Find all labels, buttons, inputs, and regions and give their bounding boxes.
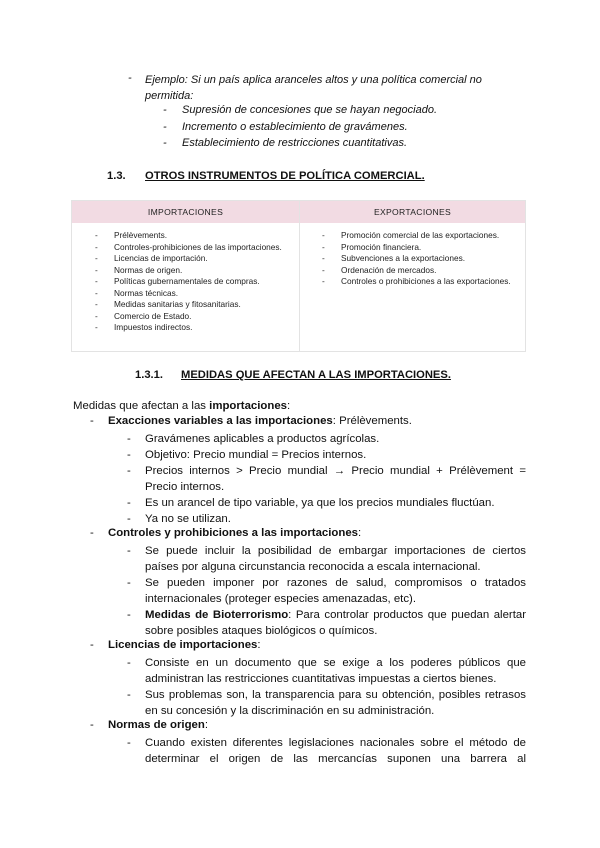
sub-item-text: : Para controlar productos que puedan alertar sobre posibles ataques biológicos o químicos. bbox=[145, 609, 526, 638]
intro-colon: : bbox=[287, 400, 291, 412]
imports-header: IMPORTACIONES bbox=[72, 201, 299, 223]
bullet-title: Licencias de importaciones bbox=[108, 639, 258, 651]
bullet-title: Normas de origen bbox=[108, 719, 205, 731]
sub-item bbox=[127, 543, 526, 576]
dash-marker: - bbox=[127, 433, 131, 445]
sub-item-text: Sus problemas son, la transparencia para su obtención, posibles retrasos en su concesión y la discriminación en su administración. bbox=[145, 689, 526, 718]
bullet-controles bbox=[90, 527, 528, 539]
table-item: - Prélèvements. bbox=[95, 230, 291, 242]
dash-marker: - bbox=[127, 609, 131, 621]
table-item: - Normas de origen. bbox=[95, 265, 291, 277]
table-item: - Impuestos indirectos. bbox=[95, 322, 291, 334]
sub-item bbox=[127, 495, 526, 511]
sub-item-text: Gravámenes aplicables a productos agrícolas. bbox=[145, 433, 380, 445]
table-item: - Promoción financiera. bbox=[322, 242, 520, 254]
dash-marker: - bbox=[90, 415, 94, 427]
sub-item-text: Es un arancel de tipo variable, ya que los precios mundiales fluctúan. bbox=[145, 497, 495, 509]
table-item: - Controles-prohibiciones de las importaciones. bbox=[95, 242, 291, 254]
sub-item-text: Se pueden imponer por razones de salud, compromisos o tratados internacionales (proteger especies amenazadas, etc). bbox=[145, 577, 526, 606]
bullet-after: : Prélèvements. bbox=[332, 415, 412, 427]
sub-item bbox=[127, 463, 526, 496]
example-line-1: Ejemplo: Si un país aplica aranceles altos y una política comercial no bbox=[145, 74, 482, 86]
table-item: - Promoción comercial de las exportaciones. bbox=[322, 230, 520, 242]
table-item: - Controles o prohibiciones a las exportaciones. bbox=[322, 276, 520, 288]
sub-item-text: Ya no se utilizan. bbox=[145, 513, 231, 525]
table-item: - Normas técnicas. bbox=[95, 288, 291, 300]
table-item: - Medidas sanitarias y fitosanitarias. bbox=[95, 299, 291, 311]
body-intro bbox=[73, 400, 290, 412]
bullet-normas-origen bbox=[90, 719, 528, 731]
dash-marker: - bbox=[127, 465, 131, 477]
bullet-after: : bbox=[204, 719, 209, 731]
bullet-after: : bbox=[358, 527, 362, 539]
dash-marker: - bbox=[90, 527, 94, 539]
trade-instruments-table bbox=[71, 200, 526, 352]
table-item: - Licencias de importación. bbox=[95, 253, 291, 265]
sub-item bbox=[127, 687, 526, 720]
sub-item bbox=[127, 511, 526, 527]
sub-item bbox=[127, 655, 526, 688]
example-text bbox=[145, 72, 535, 104]
sub-item-text: Objetivo: Precio mundial = Precios internos. bbox=[145, 449, 367, 461]
example-item: Establecimiento de restricciones cuantitativas. bbox=[182, 137, 407, 149]
dash-marker: - bbox=[127, 513, 131, 525]
sub-item bbox=[127, 431, 526, 447]
table-item: - Comercio de Estado. bbox=[95, 311, 291, 323]
sub-item-text: Se puede incluir la posibilidad de embargar importaciones de ciertos países por alguna circunstancia reconocida a escala internacional. bbox=[145, 545, 526, 574]
intro-bold: importaciones bbox=[209, 400, 288, 412]
bullet-after: : bbox=[257, 639, 261, 651]
table-divider bbox=[299, 201, 300, 351]
section-number: 1.3. bbox=[107, 170, 126, 182]
subsection-number: 1.3.1. bbox=[135, 369, 163, 381]
dash-marker: - bbox=[127, 689, 131, 701]
dash-marker: - bbox=[127, 449, 131, 461]
sub-item bbox=[127, 447, 526, 463]
exports-column bbox=[322, 223, 520, 351]
dash-marker: - bbox=[163, 137, 167, 149]
bullet-licencias bbox=[90, 639, 528, 651]
bullet-exacciones bbox=[90, 415, 528, 427]
sub-item bbox=[127, 575, 526, 608]
imports-column bbox=[95, 223, 291, 351]
bullet-title: Controles y prohibiciones a las importaciones bbox=[108, 527, 359, 539]
dash-marker: - bbox=[127, 577, 131, 589]
sub-item-text: Cuando existen diferentes legislaciones nacionales sobre el método de determinar el origen de las mercancías suponen una barrera al bbox=[145, 737, 526, 766]
sub-item bbox=[127, 735, 526, 768]
section-title: OTROS INSTRUMENTOS DE POLÍTICA COMERCIAL. bbox=[145, 170, 425, 182]
sub-item-bold: Medidas de Bioterrorismo bbox=[145, 609, 289, 621]
sub-item-text: Precios internos > Precio mundial → Precio mundial + Prélèvement = Precio internos. bbox=[145, 465, 526, 494]
dash-marker: - bbox=[90, 719, 94, 731]
intro-text: Medidas que afectan a las bbox=[73, 400, 210, 412]
example-item: Supresión de concesiones que se hayan negociado. bbox=[182, 104, 438, 116]
dash-marker: - bbox=[90, 639, 94, 651]
dash-marker: - bbox=[127, 497, 131, 509]
dash-marker: - bbox=[127, 657, 131, 669]
subsection-title: MEDIDAS QUE AFECTAN A LAS IMPORTACIONES. bbox=[181, 369, 451, 381]
sub-item bbox=[127, 607, 526, 640]
dash-marker: - bbox=[128, 72, 132, 84]
dash-marker: - bbox=[163, 121, 167, 133]
table-item: - Políticas gubernamentales de compras. bbox=[95, 276, 291, 288]
bullet-title: Exacciones variables a las importaciones bbox=[108, 415, 333, 427]
dash-marker: - bbox=[127, 737, 131, 749]
example-item: Incremento o establecimiento de gravámenes. bbox=[182, 121, 408, 133]
dash-marker: - bbox=[163, 104, 167, 116]
table-item: - Ordenación de mercados. bbox=[322, 265, 520, 277]
table-item: - Subvenciones a la exportaciones. bbox=[322, 253, 520, 265]
exports-header: EXPORTACIONES bbox=[300, 201, 525, 223]
example-line-2: permitida: bbox=[145, 90, 194, 102]
sub-item-text: Consiste en un documento que se exige a los poderes públicos que administran las restricciones cuantitativas impuestas a ciertos bienes. bbox=[145, 657, 526, 686]
dash-marker: - bbox=[127, 545, 131, 557]
